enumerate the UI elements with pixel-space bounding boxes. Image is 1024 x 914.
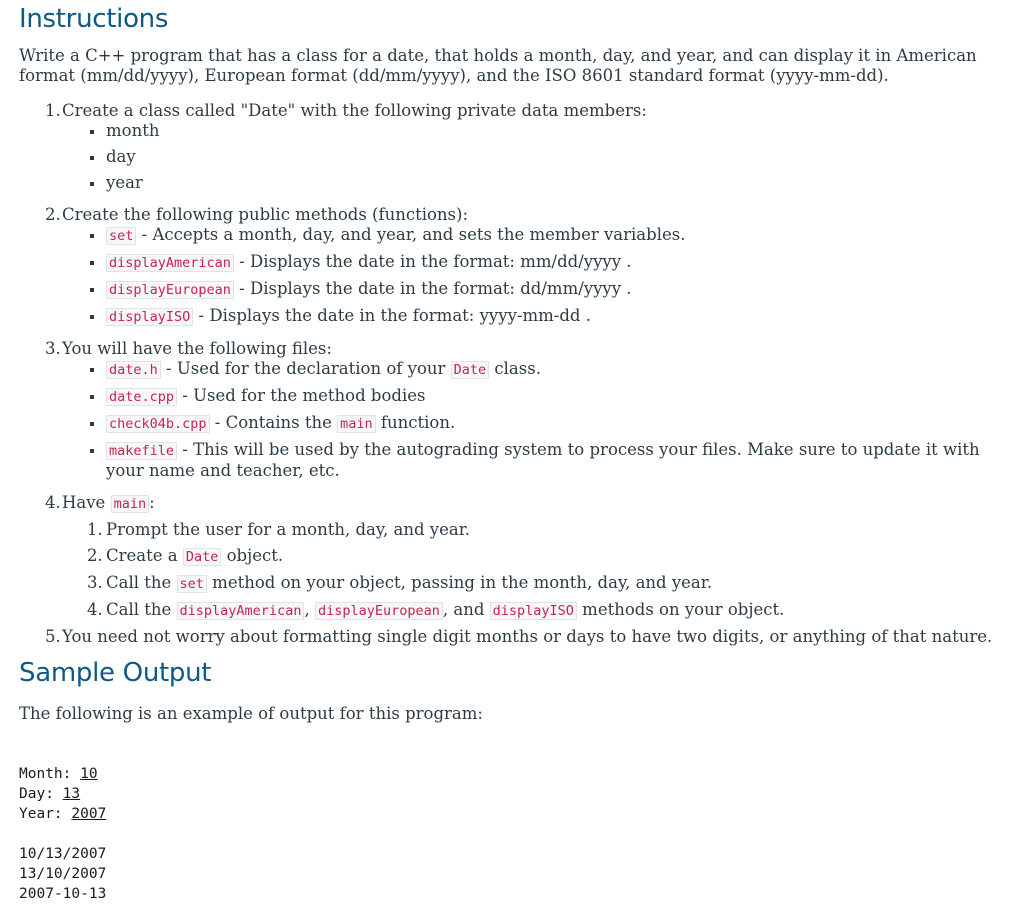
output-line (19, 804, 106, 824)
list-item (89, 573, 1009, 594)
list-item (89, 306, 1009, 327)
output-line: 13/10/2007 (19, 866, 107, 882)
inline-code: makefile (106, 442, 177, 460)
step-3 (19, 339, 1009, 481)
substep-text: method on your object, passing in the month, day, and year. (206, 573, 713, 592)
list-item (89, 413, 1009, 434)
steps-list (19, 101, 1009, 647)
sample-intro-paragraph: The following is an example of output for this program: (19, 704, 483, 723)
item-description: class. (489, 359, 541, 378)
item-description: - Accepts a month, day, and year, and sets the member variables. (136, 225, 686, 244)
step-text: Create a class called "Date" with the following private data members: (62, 101, 647, 120)
inline-code: date.cpp (106, 388, 177, 406)
substep-number: 3. (87, 573, 103, 592)
prompt-label: Month: (19, 766, 81, 782)
step-number: 3. (45, 339, 61, 358)
output-line (19, 784, 106, 804)
step-2 (19, 205, 1009, 327)
inline-code: date.h (106, 361, 161, 379)
step-5 (19, 627, 1009, 647)
blank-line (19, 824, 106, 844)
substep-text: object. (221, 546, 284, 565)
list-item: year (89, 173, 1009, 193)
inline-code: main (111, 495, 150, 513)
item-description: - This will be used by the autograding system to process your files. Make sure to update it with your name and teacher, etc. (106, 440, 980, 480)
step-1 (19, 101, 1009, 193)
list-item (89, 440, 1009, 481)
output-line: 10/13/2007 (19, 846, 107, 862)
methods-list (89, 225, 1009, 327)
list-item (89, 225, 1009, 246)
inline-code: Date (451, 361, 490, 379)
item-description: - Displays the date in the format: yyyy-mm-dd . (193, 306, 591, 325)
item-description: - Used for the declaration of your (160, 359, 451, 378)
step-text: You will have the following files: (62, 339, 332, 358)
prompt-label: Year: (19, 806, 72, 822)
inline-code: set (106, 227, 136, 245)
list-item: day (89, 147, 1009, 167)
substep-number: 4. (87, 600, 103, 619)
substeps-list (89, 520, 1009, 621)
inline-code: set (177, 575, 207, 593)
sample-output-block (19, 764, 106, 904)
list-item (89, 252, 1009, 273)
item-description: - Used for the method bodies (177, 386, 426, 405)
step-text (62, 493, 1009, 514)
inline-code: displayAmerican (106, 254, 234, 272)
substep-text: , (304, 600, 315, 619)
list-item (89, 279, 1009, 300)
inline-code: displayISO (106, 308, 193, 326)
list-item (89, 520, 1009, 540)
list-item (89, 600, 1009, 621)
step-number: 2. (45, 205, 61, 224)
substep-text: Call the (106, 573, 177, 592)
item-description: - Displays the date in the format: dd/mm/yyyy . (233, 279, 632, 298)
substep-text: , and (442, 600, 490, 619)
inline-code: main (337, 415, 376, 433)
user-input: 13 (62, 786, 81, 802)
substep-number: 1. (87, 520, 103, 539)
list-item (89, 386, 1009, 407)
substep-text: Call the (106, 600, 177, 619)
step-number: 1. (45, 101, 61, 120)
substep-text: Prompt the user for a month, day, and year. (106, 520, 471, 539)
output-line (19, 764, 106, 784)
step-number: 5. (45, 627, 61, 646)
list-item (89, 359, 1009, 380)
files-list (89, 359, 1009, 481)
members-list (89, 121, 1009, 193)
intro-paragraph: Write a C++ program that has a class for a date, that holds a month, day, and year, and can display it in American format (mm/dd/yyyy), European format (dd/mm/yyyy), and the ISO 8601 standard format (yyyy-mm-dd). (19, 46, 977, 85)
item-description: - Contains the (209, 413, 338, 432)
inline-code: displayAmerican (177, 602, 305, 620)
inline-code: displayISO (490, 602, 577, 620)
substep-number: 2. (87, 546, 103, 565)
inline-code: displayEuropean (106, 281, 234, 299)
instructions-heading: Instructions (19, 4, 169, 34)
list-item: month (89, 121, 1009, 141)
item-description: - Displays the date in the format: mm/dd/yyyy . (233, 252, 632, 271)
user-input: 2007 (71, 806, 107, 822)
step-4 (19, 493, 1009, 621)
step-text-part: : (149, 493, 155, 512)
output-line: 2007-10-13 (19, 886, 107, 902)
list-item (89, 546, 1009, 567)
step-number: 4. (45, 493, 61, 512)
step-text: Create the following public methods (functions): (62, 205, 469, 224)
inline-code: Date (183, 548, 222, 566)
step-text: You need not worry about formatting single digit months or days to have two digits, or anything of that nature. (62, 627, 993, 646)
inline-code: check04b.cpp (106, 415, 210, 433)
sample-output-heading: Sample Output (19, 658, 212, 688)
substep-text: methods on your object. (576, 600, 785, 619)
step-text-part: Have (62, 493, 111, 512)
item-description: function. (375, 413, 456, 432)
inline-code: displayEuropean (315, 602, 443, 620)
user-input: 10 (80, 766, 98, 782)
substep-text: Create a (106, 546, 183, 565)
prompt-label: Day: (19, 786, 63, 802)
